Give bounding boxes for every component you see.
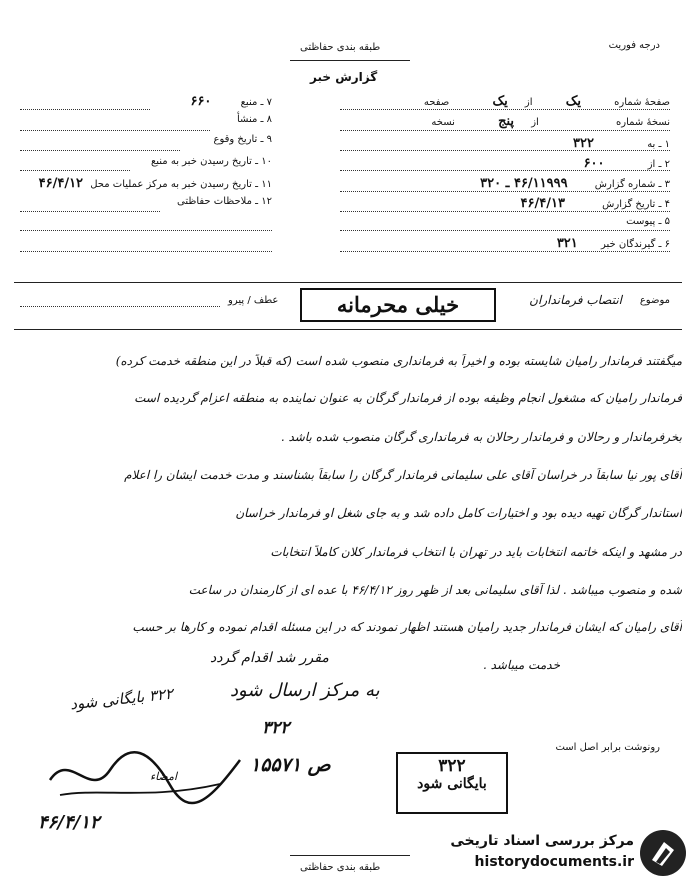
org-name: مرکز بررسی اسناد تاریخی [450,833,634,849]
archive-stamp-text: بایگانی شود [417,776,487,792]
report-date-row [521,196,670,211]
copy-total-value: پنج [498,114,515,129]
to-dots [340,150,670,151]
body-line-6: در مشهد و اینکه خاتمه انتخابات باید در تهران با انتخاب فرماندار کلان کاملاً انتخابات [270,545,682,559]
body-line-3: بخرفرماندار و رحالان و فرماندار رحالان به فرمانداری گرگان منصوب شده باشد . [280,430,682,444]
copy-number-dots [340,130,670,131]
occurrence-date-row [20,134,272,145]
recipients-dots [340,251,670,252]
classification-underline [290,60,410,61]
report-number-value: ۴۶/۱۱۹۹۹ ـ ۳۲۰ [480,176,568,191]
attachment-row [626,216,670,227]
classification-stamp: خیلی محرمانه [300,288,496,322]
copy-true-label: رونوشت برابر اصل است [555,742,660,753]
attachment-label: ۵ ـ پیوست [626,216,670,227]
from-dots [340,170,670,171]
center-received-label: ۱۱ ـ تاریخ رسیدن خبر به مرکز عملیات محل [90,179,272,190]
signature-text: امضاء [150,770,178,783]
org-url: historydocuments.ir [474,854,634,870]
security-notes-label: ۱۲ ـ ملاحظات حفاظتی [177,196,272,207]
subject-top-rule [14,282,682,283]
copy-of-label: از [531,117,539,128]
body-line-7: شده و منصوب میباشد . لذا آقای سلیمانی بعد از ظهر روز ۴۶/۴/۱۲ با عده ای از کارمندان در ساعت [188,583,682,597]
security-notes-dots [20,211,160,212]
handwritten-note-1: مقرر شد اقدام گردد [210,650,329,666]
page-number-value: یک [565,94,581,109]
to-label: ۱ ـ به [647,139,670,150]
handwritten-date: ۴۶/۴/۱۲ [38,812,100,833]
report-date-label: ۴ ـ تاریخ گزارش [602,199,670,210]
body-line-9: خدمت میباشد . [482,658,560,672]
to-value: ۳۲۲ [573,136,594,151]
footer-classification-label: طبقه بندی حفاظتی [300,862,381,873]
copy-number-label: نسخهٔ شماره [616,117,670,128]
org-logo-icon [640,830,686,876]
signature-scribble [40,740,250,810]
classification-label: طبقه بندی حفاظتی [300,42,381,53]
reference-label: عطف / پیرو [228,295,279,306]
page-number-row [340,94,670,109]
origin-row [20,114,272,125]
occurrence-date-dots [20,150,180,151]
recipients-label: ۶ ـ گیرندگان خبر [600,239,670,250]
extra-dots-1 [20,230,272,231]
source-row [20,94,272,109]
urgency-label: درجه فوریت [608,40,660,51]
center-received-row [8,176,272,191]
reference-dots [20,306,220,307]
subject-bottom-rule [14,329,682,330]
subject-text: انتصاب فرمانداران [529,293,622,307]
handwritten-phone-line: ص ۱۵۵۷۱ [250,754,331,776]
body-line-8: آقای رامیان که ایشان فرماندار جدید رامیان هستند اظهار نمودند که در این مسئله اقدام نموده و کارها بر حسب [132,620,682,634]
center-received-value: ۴۶/۴/۱۲ [38,176,84,191]
source-received-row [20,156,272,167]
extra-dots-2 [20,251,272,252]
handwritten-note-3: ۳۲۲ بایگانی شود [69,684,174,714]
report-date-value: ۴۶/۴/۱۳ [520,196,565,211]
body-line-1: میگفتند فرماندار رامیان شایسته بوده و اخیراً به فرمانداری منصوب شده است (که قبلاً در این منطقه خدمت کرده) [115,354,682,368]
recipients-value: ۳۲۱ [556,236,578,251]
from-value: ۶۰۰ [583,156,605,171]
report-title: گزارش خبر [310,70,378,84]
from-row [584,156,670,171]
occurrence-date-label: ۹ ـ تاریخ وقوع [213,134,272,145]
origin-dots [20,130,210,131]
source-value: ۶۶۰ [190,94,212,109]
source-received-label: ۱۰ ـ تاریخ رسیدن خبر به منبع [150,156,272,167]
page-number-label: صفحهٔ شماره [614,97,670,108]
attachment-dots [340,230,670,231]
source-received-dots [20,170,130,171]
body-line-5: استاندار گرگان تهیه دیده بود و اختیارات کامل داده شد و به جای شغل او فرماندار خراسان [235,506,682,520]
body-line-4: آقای پور نیا سابقاً در خراسان آقای علی سلیمانی فرماندار گرگان را سابقاً بشناسند و مدت خدمت ایشان را اعلام [124,468,682,482]
footer-classification-rule [290,855,410,856]
handwritten-note-2: به مرکز ارسال شود [230,680,380,701]
page-of-label: از [524,97,533,108]
handwritten-number: ۳۲۲ [262,718,290,738]
report-number-dots [340,191,670,192]
origin-label: ۸ ـ منشأ [236,114,272,125]
report-number-row [480,176,670,191]
copy-end-label: نسخه [431,117,455,128]
archive-stamp [396,752,508,814]
archive-stamp-number: ۳۲۲ [438,756,466,776]
security-notes-row [20,196,272,207]
report-date-dots [340,211,670,212]
source-dots [20,109,150,110]
source-label: ۷ ـ منبع [240,97,272,108]
copy-number-row [340,114,670,129]
page-number-dots [340,109,670,110]
subject-label: موضوع [639,295,670,306]
recipients-row [557,236,670,251]
report-number-label: ۳ ـ شماره گزارش [594,179,670,190]
body-line-2: فرماندار رامیان که مشغول انجام وظیفه بوده از فرماندار گرگان به عنوان نماینده به منطقه اعزام گردیده است [134,391,682,405]
to-row [573,136,670,151]
page-total-value: یک [492,94,508,109]
from-label: ۲ ـ از [647,159,670,170]
page-end-label: صفحه [423,97,450,108]
